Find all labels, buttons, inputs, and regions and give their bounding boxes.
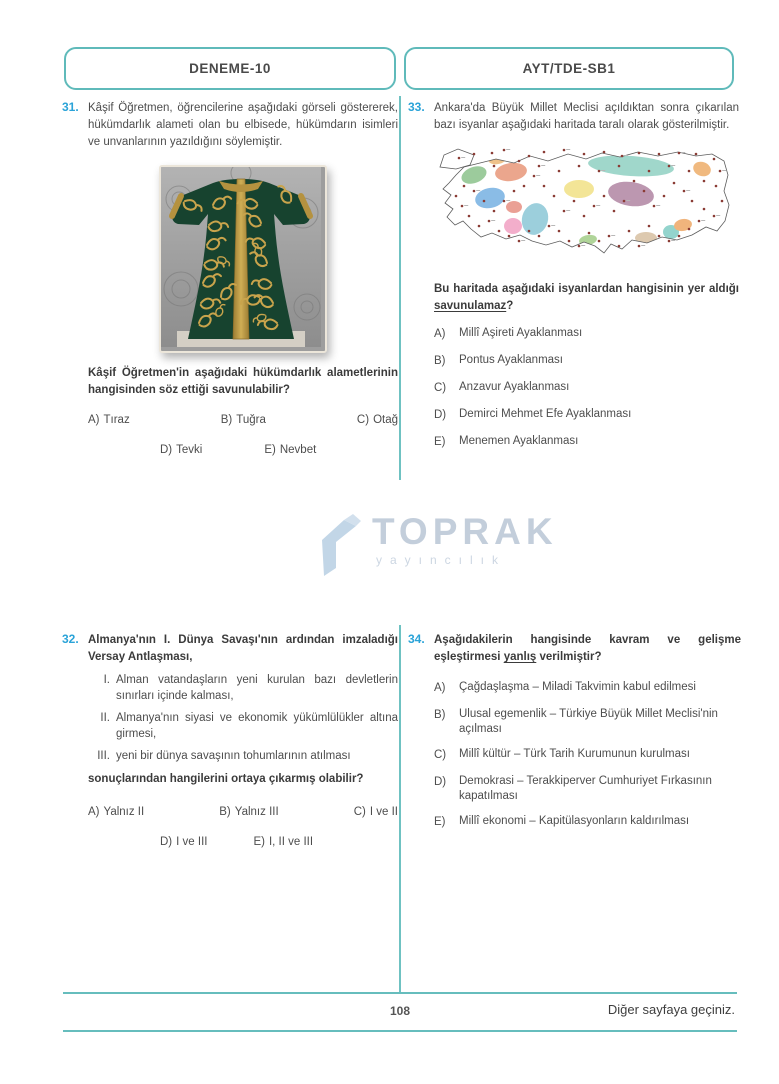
- statement-II: II. Almanya'nın siyasi ve ekonomik yükümlülükler altına girmesi,: [100, 712, 398, 740]
- question-32: [62, 632, 398, 851]
- booklet-title: AYT/TDE-SB1: [522, 61, 616, 76]
- column-divider-top: [399, 96, 401, 480]
- question-31-intro: Kâşif Öğretmen, öğrencilerine aşağıdaki görseli göstererek, hükümdarlık alameti olan bu elbisede, hükümdarın isimleri ve unvanlarının yazıldığını söylemiştir.: [88, 102, 398, 148]
- deneme-title: DENEME-10: [189, 61, 271, 76]
- question-32-number: 32.: [62, 632, 79, 646]
- kaftan-photo: [159, 165, 327, 353]
- question-33-number: 33.: [408, 100, 425, 114]
- option-32-e: E) I, II ve III: [253, 836, 314, 848]
- header-booklet-box: [404, 47, 734, 90]
- question-33: [408, 100, 739, 461]
- question-34-stem: Aşağıdakilerin hangisinde kavram ve gelişme eşleştirmesi yanlış verilmiştir?: [434, 634, 741, 663]
- footer-rule-top: [63, 992, 737, 994]
- option-31-e: E) Nevbet: [264, 444, 317, 456]
- option-32-b: B) Yalnız III: [219, 806, 279, 818]
- option-33-d: D) Demirci Mehmet Efe Ayaklanması: [434, 408, 632, 421]
- option-33-a: A) Millî Aşireti Ayaklanması: [434, 327, 583, 340]
- option-33-b: B) Pontus Ayaklanması: [434, 354, 563, 367]
- question-34-number: 34.: [408, 632, 425, 646]
- next-page-note: Diğer sayfaya geçiniz.: [607, 1002, 735, 1017]
- footer-rule-bottom: [63, 1030, 737, 1032]
- column-divider-bottom: [399, 625, 401, 992]
- question-34: [408, 632, 741, 841]
- question-31-number: 31.: [62, 100, 79, 114]
- toprak-logo-icon: [318, 512, 366, 578]
- option-32-c: C) I ve II: [353, 806, 398, 818]
- option-34-a: A) Çağdaşlaşma – Miladi Takvimin kabul edilmesi: [434, 681, 696, 694]
- header-deneme-box: [64, 47, 396, 90]
- option-34-c: C) Millî kültür – Türk Tarih Kurumunun kurulması: [434, 748, 690, 761]
- option-31-a: A) Tıraz: [88, 414, 130, 426]
- watermark-brand: TOPRAK: [372, 511, 558, 552]
- option-31-b: B) Tuğra: [220, 414, 266, 426]
- kaftan-illustration: [161, 167, 321, 347]
- question-32-intro: Almanya'nın I. Dünya Savaşı'nın ardından imzaladığı Versay Antlaşması,: [88, 634, 398, 663]
- underlined-word: savunulamaz: [434, 300, 507, 312]
- underlined-word: yanlış: [503, 651, 537, 663]
- publisher-watermark: [318, 512, 558, 578]
- question-32-stem: sonuçlarından hangilerini ortaya çıkarmış olabilir?: [88, 773, 364, 785]
- question-33-intro: Ankara'da Büyük Millet Meclisi açıldıktan sonra çıkarılan bazı isyanlar aşağıdaki haritada taralı olarak gösterilmiştir.: [434, 102, 739, 131]
- map-region-12: [635, 232, 657, 244]
- map-region-7: [564, 180, 594, 198]
- question-33-stem: Bu haritada aşağıdaki isyanlardan hangisinin yer aldığı savunulamaz?: [434, 283, 739, 312]
- option-33-c: C) Anzavur Ayaklanması: [434, 381, 570, 394]
- statement-I: I. Alman vatandaşların yeni kurulan bazı devletlerin sınırları içinde kalması,: [103, 674, 398, 702]
- question-31: [62, 100, 398, 459]
- option-33-e: E) Menemen Ayaklanması: [434, 435, 579, 448]
- option-34-d: D) Demokrasi – Terakkiperver Cumhuriyet Fırkasının kapatılması: [434, 775, 712, 802]
- statement-III: III. yeni bir dünya savaşının tohumlarının atılması: [97, 750, 351, 762]
- turkey-rebellions-map: [434, 141, 734, 269]
- map-region-5: [504, 218, 522, 234]
- turkey-map-illustration: [434, 141, 734, 263]
- option-34-b: B) Ulusal egemenlik – Türkiye Büyük Millet Meclisi'nin açılması: [434, 708, 718, 735]
- watermark-subtitle: yayıncılık: [376, 553, 507, 567]
- option-31-c: C) Otağ: [356, 414, 398, 426]
- option-32-a: A) Yalnız II: [88, 806, 145, 818]
- map-region-4: [506, 201, 522, 213]
- option-34-e: E) Millî ekonomi – Kapitülasyonların kaldırılması: [434, 815, 690, 828]
- option-32-d: D) I ve III: [160, 836, 208, 848]
- option-31-d: D) Tevki: [160, 444, 203, 456]
- page-number: 108: [389, 1004, 411, 1018]
- question-31-stem: Kâşif Öğretmen'in aşağıdaki hükümdarlık alametlerinin hangisinden söz ettiği savunulabilir?: [88, 367, 398, 396]
